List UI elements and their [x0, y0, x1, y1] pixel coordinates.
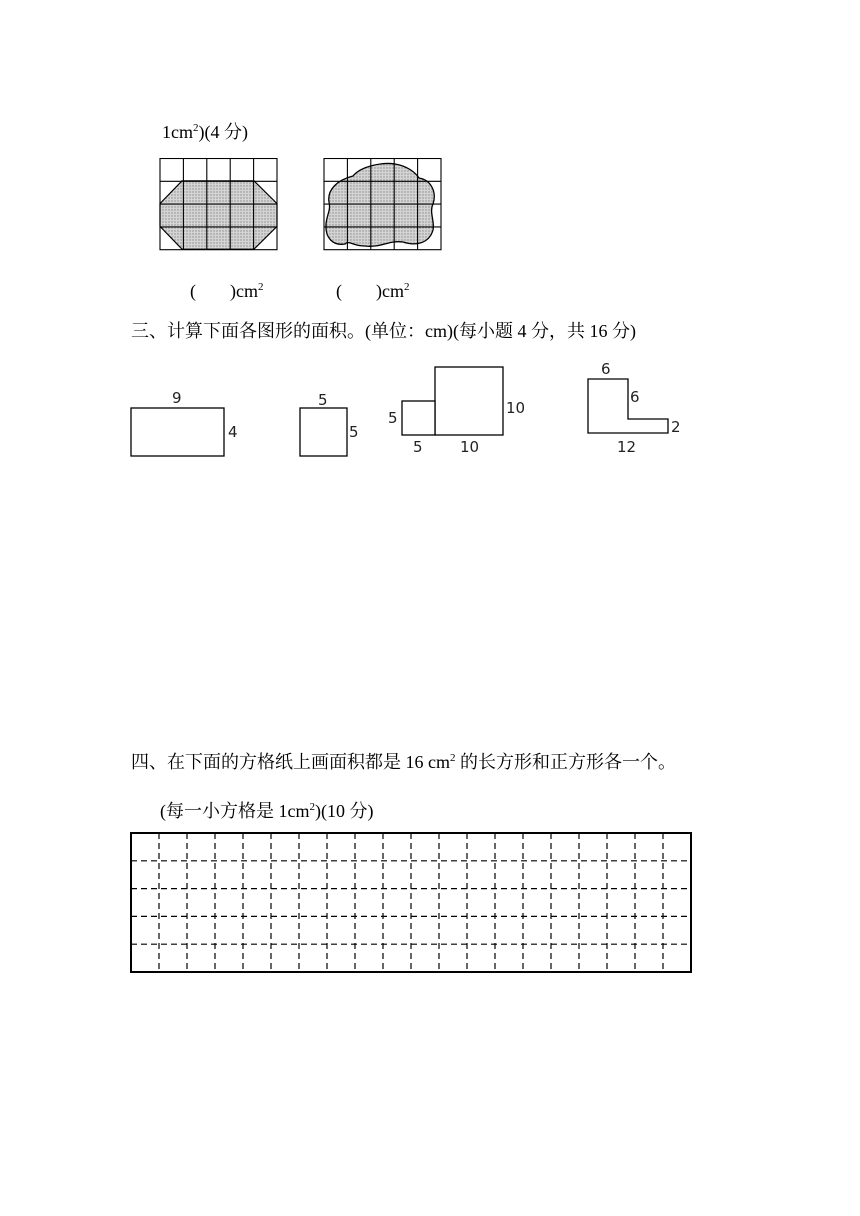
- square-right-label: 5: [349, 423, 359, 441]
- grid-figure-octagon: [159, 158, 279, 253]
- rect-top-label: 9: [172, 389, 182, 407]
- figure-rectangle: [131, 389, 238, 456]
- grid-paper[interactable]: [130, 832, 694, 975]
- combo-small-bottom-label: 5: [413, 438, 423, 456]
- figure-combo: [388, 367, 525, 456]
- section4-note: (每一小方格是 $1cm^2)(10$ 分): [160, 801, 374, 821]
- octagon-shape: [160, 181, 277, 249]
- figure-square: [300, 391, 359, 456]
- section3-figures: [120, 355, 720, 465]
- grid-figure-irregular: [323, 158, 443, 253]
- section3-heading: 三、计算下面各图形的面积。(单位：cm)(每小题 4 分，共 16 分): [131, 321, 636, 341]
- combo-small-left-label: 5: [388, 409, 398, 427]
- lshape-right-label: 2: [671, 418, 681, 436]
- section2-instruction: $1cm^2)(4$ 分): [162, 122, 248, 142]
- lshape-bottom-label: 12: [617, 438, 637, 456]
- rect-right-label: 4: [228, 423, 238, 441]
- lshape-inner-label: 6: [630, 388, 640, 406]
- answer-blank-1[interactable]: ( )$cm^2$: [190, 281, 264, 301]
- combo-big-right-label: 10: [506, 399, 526, 417]
- section4-heading: 四、在下面的方格纸上画面积都是 16 $cm^2$ 的长方形和正方形各一个。: [131, 752, 676, 772]
- square-top-label: 5: [318, 391, 328, 409]
- lshape-top-label: 6: [601, 360, 611, 378]
- figure-lshape: [588, 360, 681, 456]
- combo-big-bottom-label: 10: [460, 438, 480, 456]
- answer-blank-2[interactable]: ( )$cm^2$: [336, 281, 410, 301]
